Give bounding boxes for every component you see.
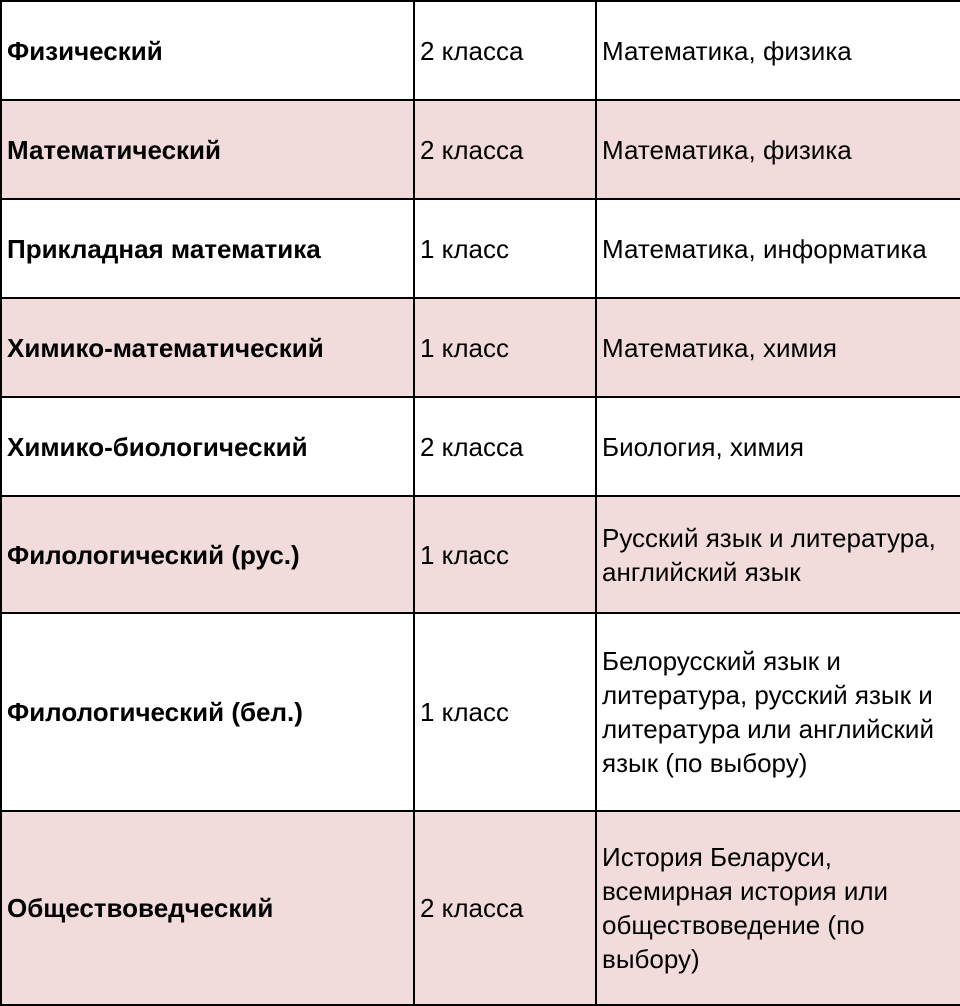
profile-name: Химико-биологический xyxy=(1,397,414,496)
table-row xyxy=(1,100,960,199)
class-count: 2 класса xyxy=(414,100,596,199)
subjects: Русский язык и литература, английский язык xyxy=(596,496,960,613)
subjects: История Беларуси, всемирная история или обществоведение (по выбору) xyxy=(596,811,960,1005)
subjects: Математика, физика xyxy=(596,100,960,199)
table-row xyxy=(1,496,960,613)
subjects: Математика, физика xyxy=(596,1,960,100)
class-count: 1 класс xyxy=(414,199,596,298)
subjects: Биология, химия xyxy=(596,397,960,496)
class-count: 1 класс xyxy=(414,298,596,397)
subjects: Белорусский язык и литература, русский язык и литература или английский язык (по выбору) xyxy=(596,613,960,811)
profile-name: Филологический (рус.) xyxy=(1,496,414,613)
class-count: 2 класса xyxy=(414,1,596,100)
class-count: 1 класс xyxy=(414,613,596,811)
class-count: 2 класса xyxy=(414,397,596,496)
profile-name: Обществоведческий xyxy=(1,811,414,1005)
table-row xyxy=(1,298,960,397)
profile-name: Прикладная математика xyxy=(1,199,414,298)
profile-name: Филологический (бел.) xyxy=(1,613,414,811)
profile-name: Физический xyxy=(1,1,414,100)
subjects: Математика, информатика xyxy=(596,199,960,298)
class-count: 2 класса xyxy=(414,811,596,1005)
table-row xyxy=(1,199,960,298)
subjects: Математика, химия xyxy=(596,298,960,397)
table-row xyxy=(1,1,960,100)
table-row xyxy=(1,811,960,1005)
table-row xyxy=(1,613,960,811)
profile-name: Химико-математический xyxy=(1,298,414,397)
class-count: 1 класс xyxy=(414,496,596,613)
table-row xyxy=(1,397,960,496)
profile-name: Математический xyxy=(1,100,414,199)
